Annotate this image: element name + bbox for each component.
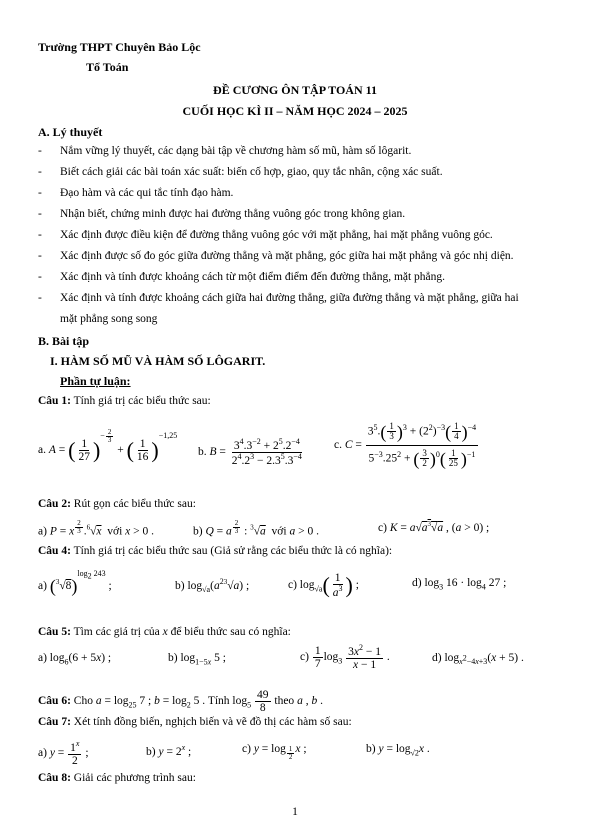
q4-expr-c: c) $\log_{√a}$( $\frac{1}{a^3}$ ) ; [288, 572, 359, 599]
q1-expr-b: b. B = $\frac{3^4.3^{-2} + 2^5.2^{-4}}{2^4.2^3 - 2.3^5.3^{-4}}$ [198, 437, 302, 467]
group-name: Tổ Toán [86, 60, 129, 74]
q7-expr-c: c) y = log $_{\frac{1}{2}}$ x ; [242, 743, 307, 761]
theory-item: Xác định và tính được khoảng cách từ một điểm điểm đến đường thẳng, mặt phẳng. [60, 271, 446, 283]
q4-expr-b: b) $\log_{√a}(a^{23}√a)$ ; [175, 577, 250, 595]
q4-expr-d: d) $\log_3 16 \cdot \log_4 27$ ; [412, 577, 507, 592]
q4-expr-a: a) $(^3√8)^{log_2 243}$ ; [38, 569, 112, 597]
question-5: Câu 5: Tìm các giá trị của x để biểu thức sau có nghĩa: [38, 626, 291, 638]
theory-item: Biết cách giải các bài toán xác suất: biến cố hợp, giao, quy tắc nhân, cộng xác suất. [60, 166, 443, 178]
theory-item: Xác định được số đo góc giữa đường thẳng và mặt phẳng, góc giữa hai mặt phẳng và góc nhị diện. [60, 250, 514, 262]
school-name: Trường THPT Chuyên Bảo Lộc [38, 40, 201, 54]
section-b-heading: B. Bài tập [38, 334, 90, 348]
page-number: 1 [292, 806, 298, 818]
doc-title: ĐỀ CƯƠNG ÔN TẬP TOÁN 11 [213, 83, 377, 97]
bullet: - [38, 250, 42, 262]
part-heading: Phần tự luận: [60, 374, 131, 388]
question-8: Câu 8: Giải các phương trình sau: [38, 772, 196, 784]
section-a-heading: A. Lý thuyết [38, 125, 103, 139]
bullet: - [38, 187, 42, 199]
q2-expr-c: c) $K = a√a^3√a$ , (a > 0) ; [378, 520, 490, 534]
bullet: - [38, 208, 42, 220]
bullet: - [38, 292, 42, 304]
q5-expr-a: a) $\log_6(6 + 5x)$ ; [38, 652, 112, 667]
theory-item: Xác định và tính được khoảng cách giữa hai đường thẳng, giữa đường thẳng và mặt phẳng, giữa hai [60, 292, 519, 304]
chapter-heading: I. HÀM SỐ MŨ VÀ HÀM SỐ LÔGARIT. [50, 354, 266, 368]
q2-expr-b: b) Q = a $^{\frac{2}{3}}$ : $^3$√a với a > 0 . [193, 519, 319, 538]
theory-item-continued: mặt phẳng song song [60, 313, 158, 325]
question-1: Câu 1: Tính giá trị các biểu thức sau: [38, 395, 211, 407]
question-6: Câu 6: Cho $a = \log_{25} 7$ ; $b = \log_2 5$ . Tính $\log_5$ $\frac{49}{8}$ theo a , b . [38, 689, 323, 715]
q7-expr-b: b) $y = 2^x$ ; [146, 743, 192, 758]
bullet: - [38, 229, 42, 241]
q7-expr-a: a) y = $\frac{1^x}{2}$ ; [38, 739, 89, 767]
theory-item: Xác định được điều kiện để đường thẳng vuông góc với mặt phẳng, hai mặt phẳng vuông góc. [60, 229, 493, 241]
bullet: - [38, 166, 42, 178]
q5-expr-d: d) $\log_{x^2-4x+3}(x + 5)$ . [432, 652, 524, 667]
bullet: - [38, 271, 42, 283]
theory-item: Đạo hàm và các qui tắc tính đạo hàm. [60, 187, 234, 199]
theory-item: Nắm vững lý thuyết, các dạng bài tập về chương hàm số mũ, hàm số lôgarit. [60, 145, 412, 157]
theory-item: Nhận biết, chứng minh được hai đường thẳng vuông góc trong không gian. [60, 208, 406, 220]
question-2: Câu 2: Rút gọn các biểu thức sau: [38, 498, 196, 510]
q5-expr-b: b) $\log_{1-5x} 5$ ; [168, 652, 226, 667]
question-7: Câu 7: Xét tính đồng biến, nghịch biến và vẽ đồ thị các hàm số sau: [38, 716, 352, 728]
q1-expr-a: a. A = ( $\frac{1}{27}$ )$^{- \frac{2}{3}}$ + ( $\frac{1}{16}$ )$^{-1,25}$ [38, 427, 178, 464]
bullet: - [38, 145, 42, 157]
q2-expr-a: a) P = x $^{\frac{2}{3}}$ .$^6$√x với x > 0 . [38, 519, 155, 538]
question-4: Câu 4: Tính giá trị các biểu thức sau (Giả sử rằng các biểu thức là có nghĩa): [38, 545, 393, 557]
q5-expr-c: c) $\frac{1}{7}$ $\log_3$ $\frac{3x^2 - 1}{x - 1}$ . [300, 643, 390, 671]
q1-expr-c: c. C = $3^5$.( $\frac{1}{3}$ )$^3 + (2^2)^{-3}$( $\frac{1}{4}$ )$^{-4}$ $5^{-3}.25^2$ + ( $\frac{3}{2}$ )$^0$( $\frac{1}{25}$ )$^{-1}$ [334, 421, 477, 469]
q7-expr-d: b) $y = \log_{√2}x$ . [366, 743, 430, 758]
doc-subtitle: CUỐI HỌC KÌ II – NĂM HỌC 2024 – 2025 [182, 104, 408, 118]
